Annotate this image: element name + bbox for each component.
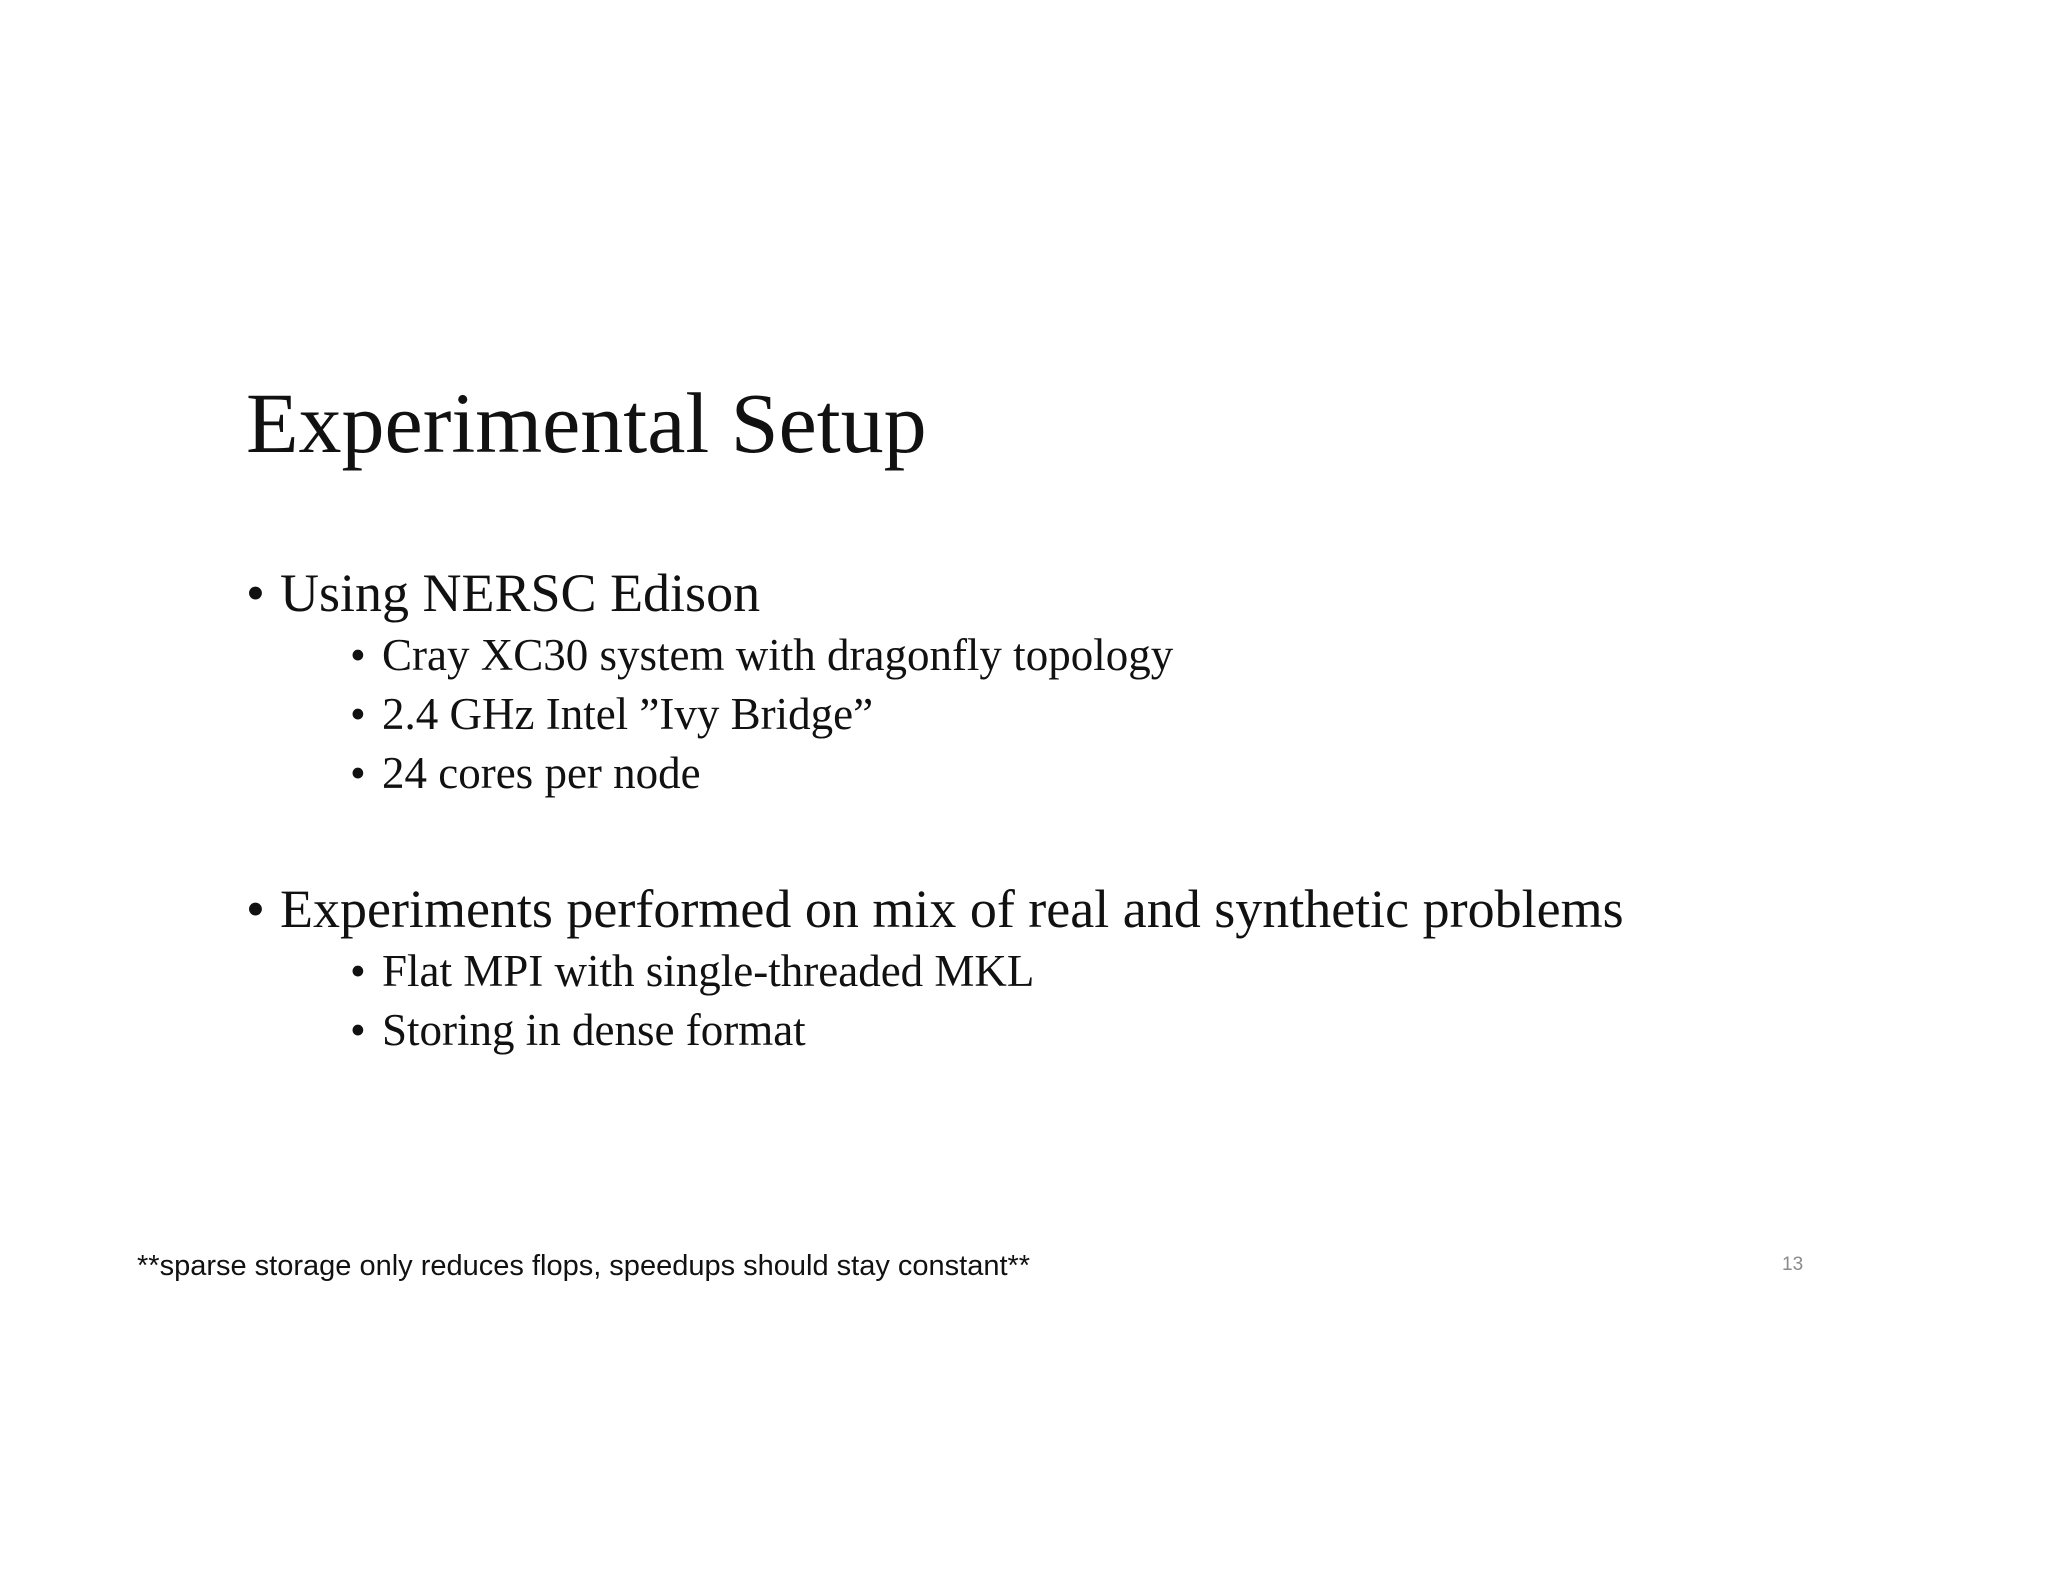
bullet-icon: •: [350, 946, 366, 996]
sub-bullet-item: [350, 685, 1173, 744]
bullet-icon: •: [350, 630, 366, 680]
sub-bullet-item: [350, 1001, 1624, 1060]
page-number: 13: [1782, 1254, 1804, 1275]
bullet-list-2: [246, 876, 1624, 1060]
bullet-text: Experiments performed on mix of real and synthetic problems: [280, 879, 1624, 939]
sub-bullet-item: [350, 626, 1173, 685]
sublist-container: [246, 626, 1173, 803]
bullet-icon: •: [350, 748, 366, 798]
bullet-icon: •: [246, 563, 265, 623]
bullet-item: [246, 876, 1624, 942]
slide-title: Experimental Setup: [246, 375, 927, 471]
sub-bullet-item: [350, 744, 1173, 803]
bullet-icon: •: [350, 689, 366, 739]
bullet-item: [246, 560, 1173, 626]
sub-bullet-text: Cray XC30 system with dragonfly topology: [382, 630, 1174, 680]
footnote: **sparse storage only reduces flops, speedups should stay constant**: [137, 1250, 1031, 1282]
sub-bullet-text: Flat MPI with single-threaded MKL: [382, 946, 1035, 996]
sub-bullet-text: 24 cores per node: [382, 748, 701, 798]
sub-bullet-text: Storing in dense format: [382, 1005, 806, 1055]
bullet-icon: •: [246, 879, 265, 939]
bullet-list-1: [246, 560, 1173, 803]
sub-bullet-text: 2.4 GHz Intel ”Ivy Bridge”: [382, 689, 874, 739]
sub-bullet-list-2: [246, 942, 1624, 1060]
sub-bullet-list-1: [246, 626, 1173, 803]
bullet-text: Using NERSC Edison: [280, 563, 761, 623]
sublist-container: [246, 942, 1624, 1060]
sub-bullet-item: [350, 942, 1624, 1001]
bullet-icon: •: [350, 1005, 366, 1055]
